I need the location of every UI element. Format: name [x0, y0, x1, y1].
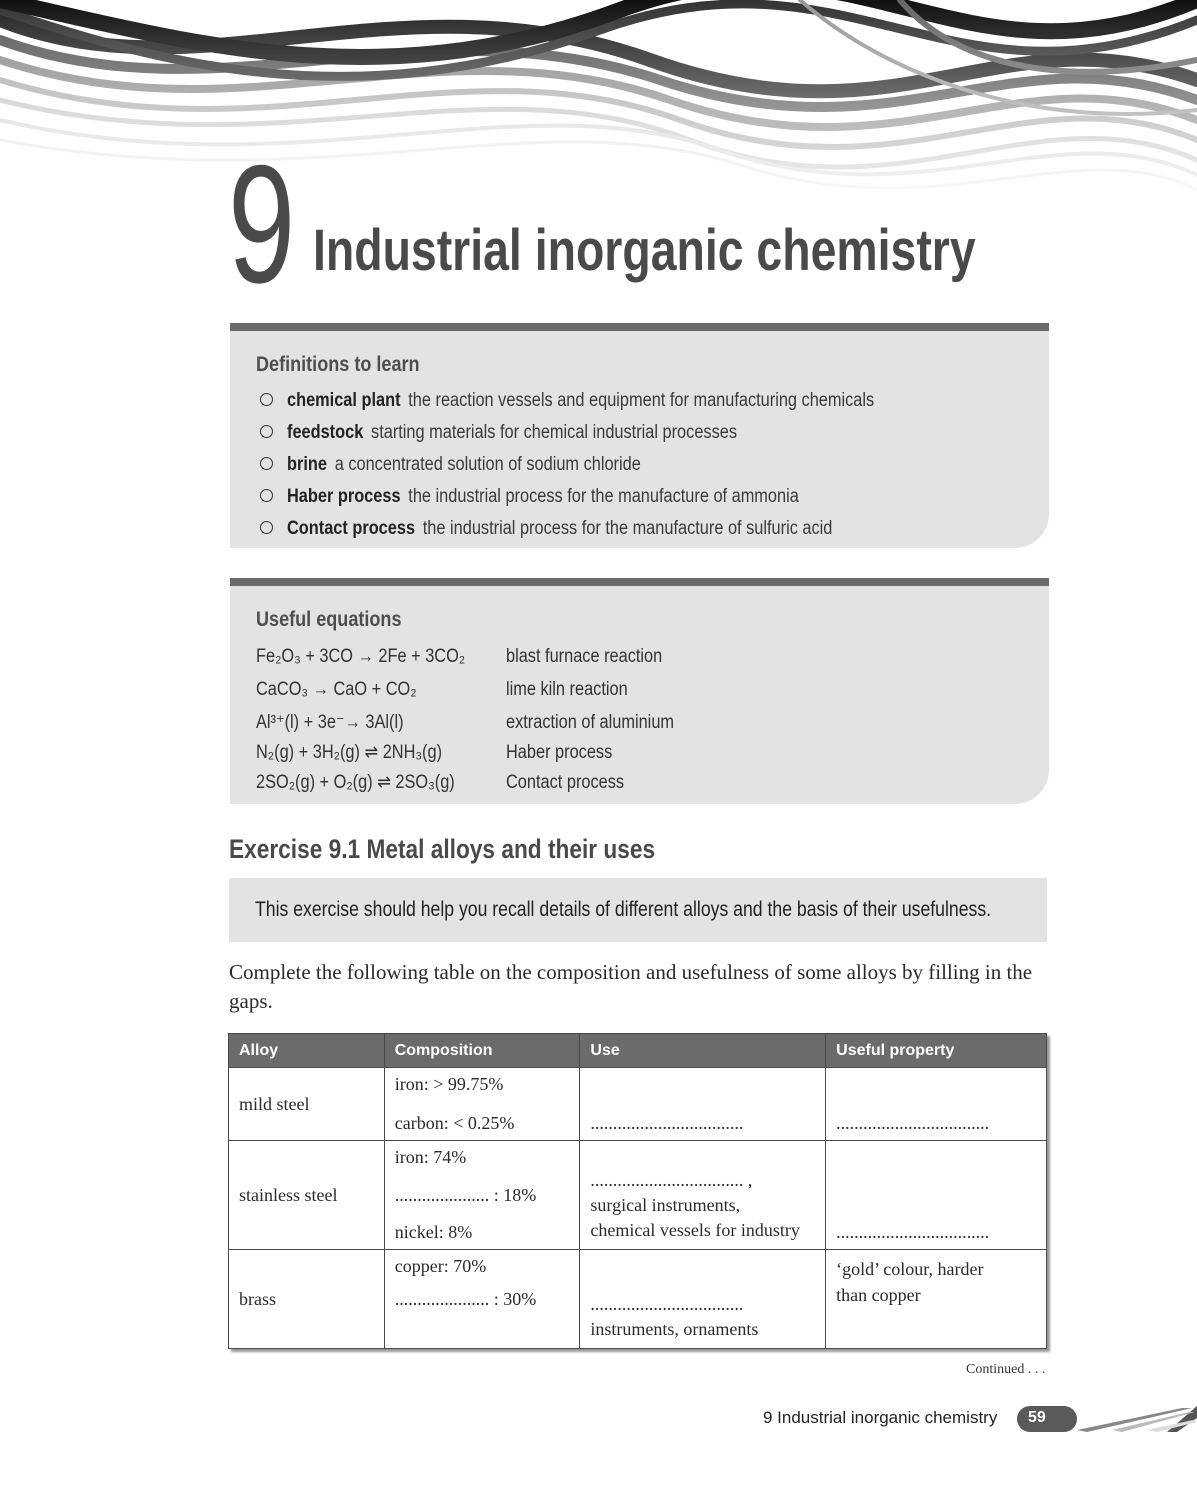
equations-heading: Useful equations — [256, 608, 402, 631]
definition-term: brine — [287, 454, 327, 475]
definition-item — [260, 449, 970, 481]
exercise-title: Exercise 9.1 Metal alloys and their uses — [229, 834, 656, 864]
table-row — [229, 1068, 1047, 1141]
table-row — [229, 1250, 1047, 1349]
definition-text: the industrial process for the manufacture of sulfuric acid — [422, 518, 833, 539]
equation-label: blast furnace reaction — [506, 646, 663, 667]
definition-item — [260, 385, 970, 417]
definition-text: the reaction vessels and equipment for manufacturing chemicals — [408, 390, 875, 411]
composition-line: iron: 74% — [394, 1147, 467, 1167]
table-header-row — [229, 1034, 1047, 1068]
composition-line: carbon: < 0.25% — [394, 1113, 515, 1133]
use-line: surgical instruments, — [590, 1195, 741, 1215]
use-line: chemical vessels for industry — [590, 1220, 800, 1240]
definition-text: the industrial process for the manufacture of ammonia — [408, 486, 799, 507]
composition-line: copper: 70% — [394, 1256, 487, 1276]
use-cell[interactable] — [580, 1068, 826, 1141]
alloy-cell: mild steel — [229, 1068, 385, 1141]
definitions-box — [230, 323, 1049, 548]
circle-bullet-icon — [260, 489, 273, 502]
continued-note: Continued . . . — [966, 1362, 1046, 1377]
composition-blank[interactable]: ..................... : 18% — [394, 1184, 537, 1205]
circle-bullet-icon — [260, 393, 273, 406]
composition-line: iron: > 99.75% — [394, 1074, 504, 1094]
property-line: than copper — [836, 1285, 921, 1305]
column-header-alloy: Alloy — [229, 1034, 385, 1068]
definition-term: Haber process — [287, 486, 401, 507]
definition-item — [260, 417, 970, 449]
definitions-heading: Definitions to learn — [256, 353, 420, 376]
property-blank[interactable]: .................................. — [836, 1222, 990, 1242]
composition-cell — [384, 1068, 580, 1141]
property-cell[interactable] — [826, 1141, 1047, 1250]
property-cell — [826, 1250, 1047, 1349]
alloy-cell: stainless steel — [229, 1141, 385, 1250]
definition-text: a concentrated solution of sodium chloride — [334, 454, 641, 475]
use-blank[interactable]: .................................. — [590, 1113, 744, 1133]
use-blank[interactable]: .................................. — [590, 1294, 744, 1314]
column-header-composition: Composition — [384, 1034, 580, 1068]
definition-term: feedstock — [287, 422, 364, 443]
equation-formula: Fe₂O₃ + 3CO → 2Fe + 3CO₂ — [256, 646, 466, 667]
equation-label: lime kiln reaction — [506, 679, 628, 700]
equation-formula: N₂(g) + 3H₂(g) ⇌ 2NH₃(g) — [256, 742, 443, 763]
definitions-list — [260, 385, 970, 545]
exercise-note-box — [229, 878, 1047, 942]
equation-label: extraction of aluminium — [506, 712, 675, 733]
decorative-wave-banner — [0, 0, 1197, 230]
equation-formula: Al³⁺(l) + 3e⁻→ 3Al(l) — [256, 712, 404, 733]
column-header-useful-property: Useful property — [826, 1034, 1047, 1068]
column-header-use: Use — [580, 1034, 826, 1068]
composition-line: nickel: 8% — [394, 1222, 473, 1242]
composition-blank[interactable]: ..................... : 30% — [394, 1289, 537, 1309]
circle-bullet-icon — [260, 521, 273, 534]
circle-bullet-icon — [260, 425, 273, 438]
composition-cell — [384, 1250, 580, 1349]
definition-item — [260, 513, 970, 545]
property-cell[interactable] — [826, 1068, 1047, 1141]
equation-label: Haber process — [506, 742, 613, 763]
chapter-number: 9 — [228, 130, 296, 318]
exercise-note: This exercise should help you recall details of different alloys and the basis of their usefulness. — [255, 898, 992, 921]
exercise-instruction: Complete the following table on the composition and usefulness of some alloys by filling in the gaps. — [229, 960, 1033, 1013]
equation-formula: CaCO₃ → CaO + CO₂ — [256, 679, 417, 700]
use-blank[interactable]: .................................. , — [590, 1170, 753, 1190]
alloys-table — [228, 1033, 1047, 1349]
use-line: instruments, ornaments — [590, 1319, 759, 1339]
use-cell[interactable] — [580, 1250, 826, 1349]
property-blank[interactable]: .................................. — [836, 1113, 990, 1133]
composition-cell — [384, 1141, 580, 1250]
use-cell[interactable] — [580, 1141, 826, 1250]
equation-label: Contact process — [506, 772, 625, 793]
definition-term: chemical plant — [287, 390, 401, 411]
definition-term: Contact process — [287, 518, 416, 539]
footer-chapter-title: 9 Industrial inorganic chemistry — [763, 1408, 998, 1427]
alloy-cell: brass — [229, 1250, 385, 1349]
circle-bullet-icon — [260, 457, 273, 470]
definition-text: starting materials for chemical industrial processes — [371, 422, 738, 443]
chapter-title: Industrial inorganic chemistry — [313, 218, 976, 283]
definition-item — [260, 481, 970, 513]
page-number: 59 — [1028, 1409, 1046, 1426]
equation-formula: 2SO₂(g) + O₂(g) ⇌ 2SO₃(g) — [256, 772, 455, 793]
equations-box — [230, 578, 1049, 804]
table-row — [229, 1141, 1047, 1250]
property-line: ‘gold’ colour, harder — [836, 1259, 984, 1279]
